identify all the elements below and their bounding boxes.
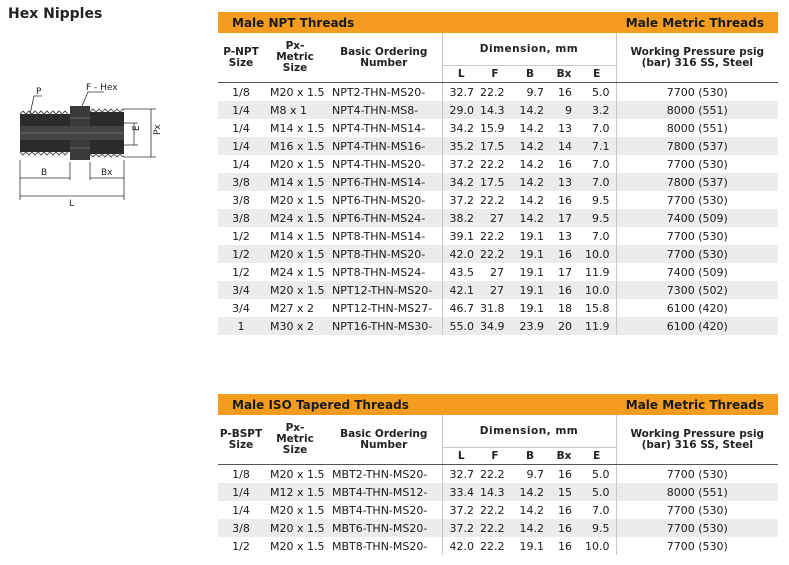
cell-b: 19.1 bbox=[519, 265, 544, 279]
cell-metric-size: M20 x 1.5 bbox=[264, 519, 326, 537]
cell-metric-size: M20 x 1.5 bbox=[264, 281, 326, 299]
cell-size: 1/4 bbox=[218, 483, 264, 501]
cell-pressure: 7700 (530) bbox=[666, 539, 728, 553]
cell-ordering-number: NPT2-THN-MS20- bbox=[332, 85, 426, 99]
cell-ordering-number: NPT4-THN-MS8- bbox=[326, 101, 442, 119]
cell-size: 1/2 bbox=[232, 539, 250, 553]
col-header-ordering: Basic Ordering Number bbox=[326, 33, 442, 83]
label-p: P bbox=[36, 87, 42, 97]
col-header-e: E bbox=[578, 66, 616, 83]
cell-b: 14.2 bbox=[510, 483, 550, 501]
cell-e: 7.0 bbox=[578, 173, 616, 191]
cell-e: 10.0 bbox=[578, 281, 616, 299]
cell-size: 1/4 bbox=[218, 137, 264, 155]
cell-size: 1/2 bbox=[218, 245, 264, 263]
npt-table-subtitle: Male Metric Threads bbox=[625, 15, 764, 30]
cell-ordering-number: NPT8-THN-MS20- bbox=[326, 245, 442, 263]
bspt-table-subtitle: Male Metric Threads bbox=[625, 397, 764, 412]
cell-e: 9.5 bbox=[578, 191, 616, 209]
cell-l: 42.0 bbox=[442, 245, 480, 263]
page-title: Hex Nipples bbox=[8, 6, 103, 22]
cell-e: 7.1 bbox=[578, 137, 616, 155]
cell-ordering-number: MBT6-THN-MS20- bbox=[326, 519, 442, 537]
cell-pressure: 7700 (530) bbox=[666, 157, 728, 171]
npt-table-title: Male NPT Threads bbox=[232, 15, 355, 30]
cell-size: 3/8 bbox=[218, 173, 264, 191]
cell-metric-size: M16 x 1.5 bbox=[264, 137, 326, 155]
cell-e: 7.0 bbox=[578, 155, 616, 173]
cell-l: 37.2 bbox=[442, 501, 480, 519]
cell-metric-size: M27 x 2 bbox=[270, 301, 314, 315]
cell-f: 14.3 bbox=[480, 101, 510, 119]
cell-bx: 13 bbox=[558, 229, 572, 243]
cell-pressure: 7700 (530) bbox=[666, 503, 728, 517]
col-header-metric: Px- Metric Size bbox=[264, 415, 326, 465]
cell-ordering-number: NPT6-THN-MS20- bbox=[332, 193, 426, 207]
cell-e: 5.0 bbox=[578, 465, 616, 484]
cell-e: 5.0 bbox=[578, 483, 616, 501]
cell-f: 22.2 bbox=[480, 229, 505, 243]
cell-bx: 14 bbox=[550, 137, 578, 155]
cell-pressure: 7700 (530) bbox=[616, 245, 778, 263]
table-row bbox=[218, 465, 778, 484]
cell-metric-size: M20 x 1.5 bbox=[270, 85, 325, 99]
cell-metric-size: M20 x 1.5 bbox=[270, 157, 325, 171]
label-px: Px bbox=[153, 124, 163, 135]
cell-ordering-number: NPT12-THN-MS20- bbox=[326, 281, 442, 299]
cell-pressure: 6100 (420) bbox=[666, 301, 728, 315]
cell-metric-size: M14 x 1.5 bbox=[270, 229, 325, 243]
cell-l: 37.2 bbox=[442, 155, 480, 173]
cell-b: 19.1 bbox=[519, 539, 544, 553]
col-header-dimension: Dimension, mm bbox=[442, 415, 616, 448]
table-row bbox=[218, 501, 778, 519]
cell-e: 3.2 bbox=[578, 101, 616, 119]
table-row bbox=[218, 519, 778, 537]
cell-l: 34.2 bbox=[442, 119, 480, 137]
cell-l: 42.0 bbox=[442, 537, 480, 555]
cell-f: 22.2 bbox=[480, 467, 505, 481]
table-row bbox=[218, 155, 778, 173]
cell-bx: 15 bbox=[550, 483, 578, 501]
table-row bbox=[218, 119, 778, 137]
cell-l: 32.7 bbox=[442, 465, 480, 484]
label-b: B bbox=[41, 168, 48, 178]
cell-f: 22.2 bbox=[480, 193, 505, 207]
cell-size: 3/8 bbox=[232, 193, 250, 207]
cell-l: 42.1 bbox=[442, 281, 480, 299]
cell-metric-size: M20 x 1.5 bbox=[270, 193, 325, 207]
cell-b: 14.2 bbox=[510, 101, 550, 119]
cell-b: 14.2 bbox=[519, 121, 544, 135]
cell-bx: 18 bbox=[558, 301, 572, 315]
cell-l: 29.0 bbox=[442, 101, 480, 119]
col-header-l: L bbox=[442, 66, 480, 83]
cell-bx: 13 bbox=[558, 121, 572, 135]
cell-pressure: 7400 (509) bbox=[666, 265, 728, 279]
cell-size: 1/4 bbox=[232, 157, 250, 171]
cell-b: 19.1 bbox=[519, 301, 544, 315]
table-row bbox=[218, 137, 778, 155]
cell-metric-size: M24 x 1.5 bbox=[270, 265, 325, 279]
cell-l: 37.2 bbox=[442, 519, 480, 537]
cell-l: 33.4 bbox=[442, 483, 480, 501]
cell-ordering-number: NPT4-THN-MS20- bbox=[332, 157, 426, 171]
cell-e: 11.9 bbox=[578, 263, 616, 281]
cell-l: 37.2 bbox=[442, 191, 480, 209]
cell-pressure: 6100 (420) bbox=[616, 317, 778, 335]
cell-size: 1/4 bbox=[232, 121, 250, 135]
cell-size: 3/4 bbox=[218, 281, 264, 299]
cell-bx: 20 bbox=[550, 317, 578, 335]
cell-size: 3/4 bbox=[232, 301, 250, 315]
cell-ordering-number: MBT4-THN-MS20- bbox=[332, 503, 428, 517]
cell-size: 1 bbox=[218, 317, 264, 335]
table-row bbox=[218, 83, 778, 102]
cell-l: 34.2 bbox=[442, 173, 480, 191]
cell-e: 9.5 bbox=[578, 519, 616, 537]
cell-metric-size: M8 x 1 bbox=[264, 101, 326, 119]
cell-b: 9.7 bbox=[526, 467, 544, 481]
cell-pressure: 7800 (537) bbox=[616, 173, 778, 191]
cell-f: 22.2 bbox=[480, 157, 505, 171]
cell-ordering-number: NPT16-THN-MS30- bbox=[326, 317, 442, 335]
cell-pressure: 7700 (530) bbox=[666, 85, 728, 99]
cell-metric-size: M14 x 1.5 bbox=[270, 121, 325, 135]
cell-size: 3/8 bbox=[218, 209, 264, 227]
cell-metric-size: M14 x 1.5 bbox=[264, 173, 326, 191]
npt-table bbox=[218, 12, 778, 335]
col-header-dimension: Dimension, mm bbox=[442, 33, 616, 66]
cell-bx: 16 bbox=[550, 519, 578, 537]
table-row bbox=[218, 263, 778, 281]
cell-e: 5.0 bbox=[578, 83, 616, 102]
cell-l: 35.2 bbox=[442, 137, 480, 155]
cell-l: 38.2 bbox=[442, 209, 480, 227]
cell-size: 1/4 bbox=[232, 503, 250, 517]
table-row bbox=[218, 173, 778, 191]
cell-bx: 16 bbox=[558, 467, 572, 481]
cell-size: 1/8 bbox=[232, 85, 250, 99]
cell-ordering-number: MBT2-THN-MS20- bbox=[332, 467, 428, 481]
cell-l: 46.7 bbox=[442, 299, 480, 317]
table-row bbox=[218, 537, 778, 555]
cell-ordering-number: NPT8-THN-MS14- bbox=[332, 229, 426, 243]
cell-b: 19.1 bbox=[510, 281, 550, 299]
cell-f: 17.5 bbox=[480, 137, 510, 155]
cell-bx: 13 bbox=[550, 173, 578, 191]
table-row bbox=[218, 483, 778, 501]
cell-e: 7.0 bbox=[578, 501, 616, 519]
cell-e: 7.0 bbox=[578, 227, 616, 245]
col-header-b: B bbox=[510, 448, 550, 465]
cell-pressure: 8000 (551) bbox=[616, 483, 778, 501]
col-header-f: F bbox=[480, 66, 510, 83]
cell-ordering-number: NPT4-THN-MS14- bbox=[332, 121, 426, 135]
bspt-data-table bbox=[218, 415, 778, 555]
cell-ordering-number: NPT6-THN-MS14- bbox=[326, 173, 442, 191]
cell-b: 14.2 bbox=[519, 503, 544, 517]
cell-b: 14.2 bbox=[519, 157, 544, 171]
cell-bx: 16 bbox=[558, 85, 572, 99]
label-e: E bbox=[132, 125, 142, 131]
cell-e: 15.8 bbox=[578, 299, 616, 317]
table-row bbox=[218, 227, 778, 245]
cell-bx: 16 bbox=[558, 503, 572, 517]
table-row bbox=[218, 299, 778, 317]
cell-metric-size: M20 x 1.5 bbox=[270, 539, 325, 553]
label-f-hex: F - Hex bbox=[86, 83, 118, 93]
cell-f: 22.2 bbox=[480, 503, 505, 517]
cell-l: 55.0 bbox=[442, 317, 480, 335]
cell-b: 14.2 bbox=[510, 519, 550, 537]
cell-bx: 16 bbox=[550, 245, 578, 263]
label-bx: Bx bbox=[101, 168, 113, 178]
npt-data-table bbox=[218, 33, 778, 335]
cell-ordering-number: NPT4-THN-MS16- bbox=[326, 137, 442, 155]
cell-size: 3/8 bbox=[218, 519, 264, 537]
bspt-table-header-bar bbox=[218, 394, 778, 415]
col-header-bx: Bx bbox=[550, 66, 578, 83]
cell-metric-size: M20 x 1.5 bbox=[264, 245, 326, 263]
cell-metric-size: M20 x 1.5 bbox=[270, 503, 325, 517]
cell-pressure: 8000 (551) bbox=[666, 121, 728, 135]
cell-f: 27 bbox=[490, 265, 504, 279]
cell-bx: 17 bbox=[550, 209, 578, 227]
cell-metric-size: M30 x 2 bbox=[264, 317, 326, 335]
cell-pressure: 7700 (530) bbox=[616, 519, 778, 537]
cell-bx: 17 bbox=[558, 265, 572, 279]
cell-e: 9.5 bbox=[578, 209, 616, 227]
cell-f: 22.2 bbox=[480, 245, 510, 263]
cell-size: 1/8 bbox=[232, 467, 250, 481]
col-header-ordering: Basic Ordering Number bbox=[326, 415, 442, 465]
bspt-table bbox=[218, 394, 778, 555]
cell-metric-size: M12 x 1.5 bbox=[264, 483, 326, 501]
cell-e: 10.0 bbox=[578, 245, 616, 263]
cell-b: 19.1 bbox=[510, 245, 550, 263]
cell-pressure: 7300 (502) bbox=[616, 281, 778, 299]
cell-pressure: 7400 (509) bbox=[616, 209, 778, 227]
col-header-pressure: Working Pressure psig (bar) 316 SS, Steel bbox=[616, 415, 778, 465]
cell-b: 9.7 bbox=[526, 85, 544, 99]
cell-l: 39.1 bbox=[442, 227, 480, 245]
col-header-bx: Bx bbox=[550, 448, 578, 465]
cell-bx: 9 bbox=[550, 101, 578, 119]
col-header-size: P-BSPT Size bbox=[218, 415, 264, 465]
cell-ordering-number: NPT8-THN-MS24- bbox=[332, 265, 426, 279]
cell-pressure: 7700 (530) bbox=[666, 229, 728, 243]
cell-f: 34.9 bbox=[480, 317, 510, 335]
col-header-metric: Px- Metric Size bbox=[264, 33, 326, 83]
cell-e: 11.9 bbox=[578, 317, 616, 335]
col-header-pressure: Working Pressure psig (bar) 316 SS, Steel bbox=[616, 33, 778, 83]
cell-b: 19.1 bbox=[519, 229, 544, 243]
cell-l: 43.5 bbox=[442, 263, 480, 281]
cell-metric-size: M20 x 1.5 bbox=[270, 467, 325, 481]
cell-bx: 16 bbox=[558, 539, 572, 553]
cell-f: 22.2 bbox=[480, 539, 505, 553]
cell-size: 1/2 bbox=[232, 229, 250, 243]
bspt-table-title: Male ISO Tapered Threads bbox=[232, 397, 409, 412]
cell-e: 7.0 bbox=[578, 119, 616, 137]
bspt-table-body bbox=[218, 465, 778, 556]
col-header-l: L bbox=[442, 448, 480, 465]
cell-size: 1/4 bbox=[218, 101, 264, 119]
cell-size: 1/2 bbox=[232, 265, 250, 279]
cell-f: 27 bbox=[480, 209, 510, 227]
cell-f: 15.9 bbox=[480, 121, 505, 135]
cell-ordering-number: NPT12-THN-MS27- bbox=[332, 301, 433, 315]
cell-ordering-number: MBT8-THN-MS20- bbox=[332, 539, 428, 553]
cell-bx: 16 bbox=[558, 157, 572, 171]
hex-nipple-diagram bbox=[6, 78, 206, 208]
col-header-b: B bbox=[510, 66, 550, 83]
cell-e: 10.0 bbox=[578, 537, 616, 555]
cell-b: 14.2 bbox=[510, 173, 550, 191]
npt-table-body bbox=[218, 83, 778, 336]
cell-b: 14.2 bbox=[519, 193, 544, 207]
cell-ordering-number: NPT6-THN-MS24- bbox=[326, 209, 442, 227]
cell-b: 14.2 bbox=[510, 209, 550, 227]
cell-b: 14.2 bbox=[510, 137, 550, 155]
col-header-e: E bbox=[578, 448, 616, 465]
cell-f: 14.3 bbox=[480, 483, 510, 501]
table-row bbox=[218, 209, 778, 227]
col-header-f: F bbox=[480, 448, 510, 465]
cell-pressure: 7700 (530) bbox=[666, 467, 728, 481]
cell-pressure: 7700 (530) bbox=[666, 193, 728, 207]
cell-ordering-number: MBT4-THN-MS12- bbox=[326, 483, 442, 501]
cell-pressure: 7800 (537) bbox=[616, 137, 778, 155]
cell-pressure: 8000 (551) bbox=[616, 101, 778, 119]
cell-f: 31.8 bbox=[480, 301, 505, 315]
table-row bbox=[218, 101, 778, 119]
label-l: L bbox=[69, 199, 75, 208]
table-row bbox=[218, 245, 778, 263]
cell-bx: 16 bbox=[558, 193, 572, 207]
cell-f: 17.5 bbox=[480, 173, 510, 191]
cell-f: 22.2 bbox=[480, 85, 505, 99]
cell-b: 23.9 bbox=[510, 317, 550, 335]
table-row bbox=[218, 317, 778, 335]
cell-l: 32.7 bbox=[442, 83, 480, 102]
cell-metric-size: M24 x 1.5 bbox=[264, 209, 326, 227]
table-row bbox=[218, 281, 778, 299]
cell-bx: 16 bbox=[550, 281, 578, 299]
cell-f: 27 bbox=[480, 281, 510, 299]
cell-f: 22.2 bbox=[480, 519, 510, 537]
col-header-size: P-NPT Size bbox=[218, 33, 264, 83]
table-row bbox=[218, 191, 778, 209]
npt-table-header-bar bbox=[218, 12, 778, 33]
